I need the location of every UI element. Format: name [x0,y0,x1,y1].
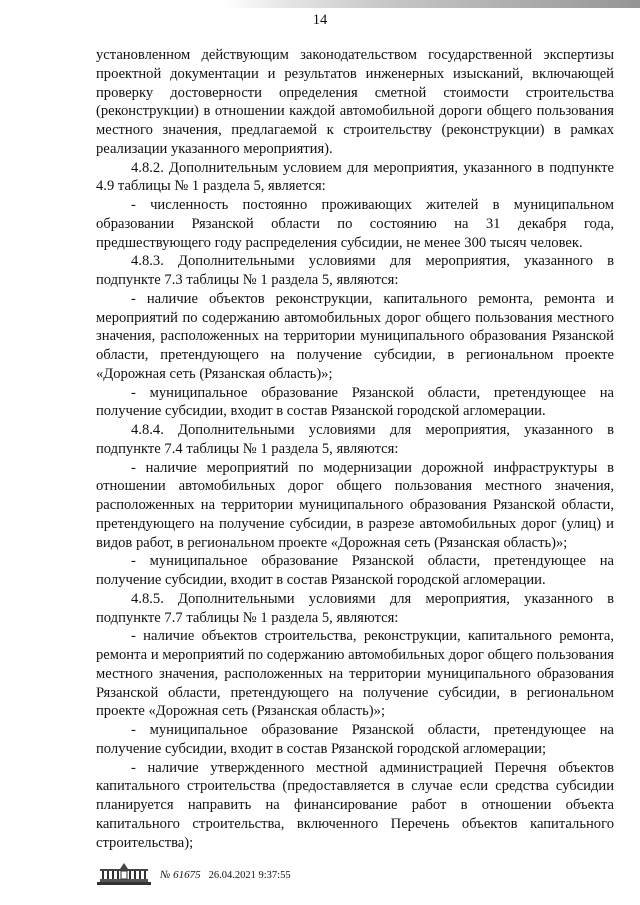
government-building-logo-icon [96,862,152,889]
scan-edge-shadow [0,0,640,8]
registration-number: № 61675 [160,869,201,881]
list-item: - наличие объектов строительства, реконструкции, капитального ремонта, ремонта и мероприятий по содержанию автомобильных дорог общего пользования местного значения, расположенных на территории муниципального образования Рязанской области, претендующего на получение субсидии, в региональном проекте «Дорожная сеть (Рязанская область)»; [96,628,614,720]
list-item: - наличие утвержденного местной администрацией Перечня объектов капитального строительства (предоставляется в случае если средства субсидии планируется направить на финансирование работ в отношении объекта капитального строительства, включенного Перечень объектов капитального строительства); [96,759,614,851]
document-footer [96,860,291,890]
page-number: 14 [312,12,328,28]
list-item: - муниципальное образование Рязанской области, претендующее на получение субсидии, входит в состав Рязанской городской агломерации. [96,553,614,588]
list-item: - численность постоянно проживающих жителей в муниципальном образовании Рязанской области по состоянию на 31 декабря года, предшествующего году распределения субсидии, не менее 300 тысяч человек. [96,197,614,251]
paragraph-clause-4-8-5: 4.8.5. Дополнительными условиями для мероприятия, указанного в подпункте 7.7 таблицы № 1 раздела 5, являются: [96,590,614,626]
list-item: - наличие объектов реконструкции, капитального ремонта, ремонта и мероприятий по содержанию автомобильных дорог общего пользования местного значения, расположенных на территории муниципального образования Рязанской области, претендующего на получение субсидии, в региональном проекте «Дорожная сеть (Рязанская область)»; [96,290,614,382]
paragraph-clause-4-8-3: 4.8.3. Дополнительными условиями для мероприятия, указанного в подпункте 7.3 таблицы № 1 раздела 5, являются: [96,253,614,288]
paragraph-clause-4-8-4: 4.8.4. Дополнительными условиями для мероприятия, указанного в подпункте 7.4 таблицы № 1 раздела 5, являются: [96,422,614,457]
list-item: - наличие мероприятий по модернизации дорожной инфраструктуры в отношении автомобильных дорог общего пользования местного значения, расположенных на территории муниципального образования Рязанской области, претендующего на получение субсидии, в разрезе автомобильных дорог (улиц) и видов работ, в региональном проекте «Дорожная сеть (Рязанская область)»; [96,459,614,551]
document-body [96,46,614,852]
list-item: - муниципальное образование Рязанской области, претендующее на получение субсидии, входит в состав Рязанской городской агломерации; [96,722,614,757]
registration-timestamp: 26.04.2021 9:37:55 [208,869,291,881]
paragraph-clause-4-8-2: 4.8.2. Дополнительным условием для мероприятия, указанного в подпункте 4.9 таблицы № 1 раздела 5, является: [96,159,614,195]
paragraph: установленном действующим законодательством государственной экспертизы проектной документации и результатов инженерных изысканий, включающей проверку достоверности определения сметной стоимости строительства (реконструкции) в отношении каждой автомобильной дороги общего пользования местного значения, предлагаемой к строительству (реконструкции) в рамках реализации указанного мероприятия). [96,47,614,157]
list-item: - муниципальное образование Рязанской области, претендующее на получение субсидии, входит в состав Рязанской городской агломерации. [96,384,614,420]
